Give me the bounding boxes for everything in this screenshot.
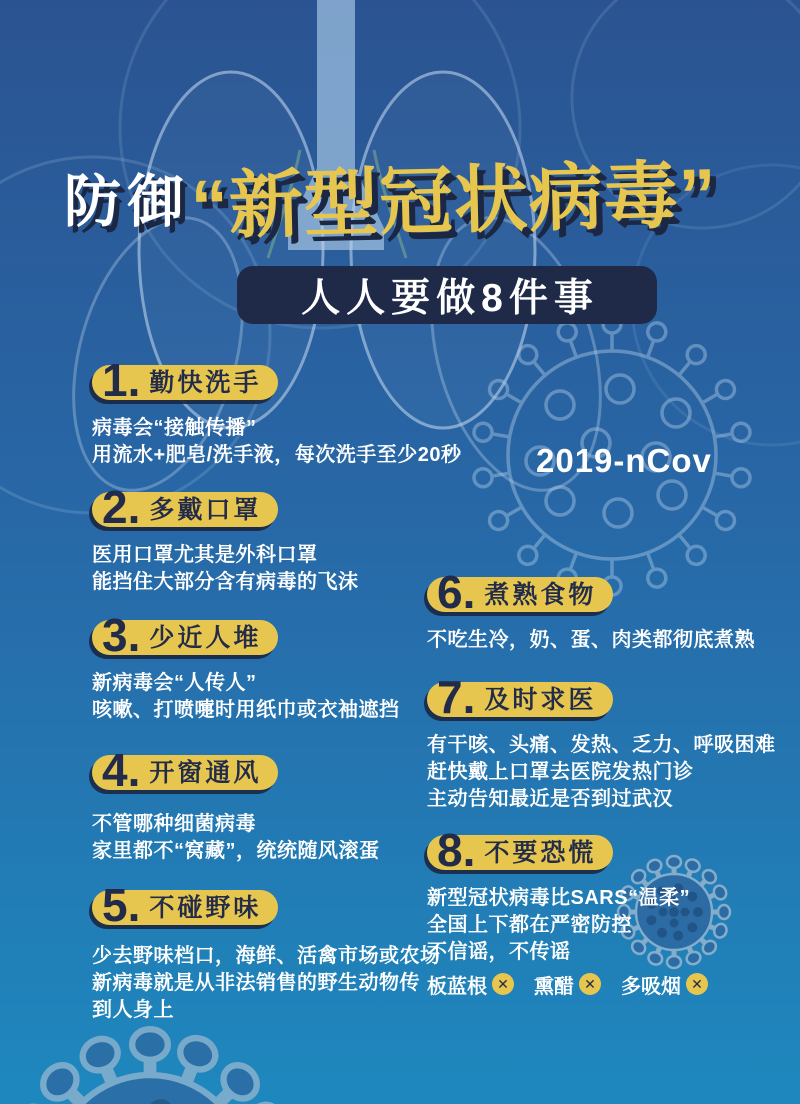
item-8-dont-row: [427, 970, 708, 999]
item-2-line: 能挡住大部分含有病毒的飞沫: [92, 570, 359, 593]
dont-item: [534, 970, 601, 999]
poster-title: [64, 148, 718, 254]
item-1-number: 1.: [102, 353, 141, 406]
item-3-line: 咳嗽、打喷嚏时用纸巾或衣袖遮挡: [92, 698, 400, 721]
item-2: [92, 480, 359, 596]
item-1-badge: [92, 353, 278, 406]
dont-label: 多吸烟: [621, 975, 681, 998]
title-main: “新型冠状病毒”: [189, 153, 718, 249]
dont-item: [427, 970, 514, 999]
item-4-line: 不管哪种细菌病毒: [92, 812, 256, 835]
item-5-body: [92, 943, 441, 1024]
item-1-body: [92, 415, 461, 469]
item-7-line: 赶快戴上口罩去医院发热门诊: [427, 760, 694, 783]
item-2-line: 医用口罩尤其是外科口罩: [92, 543, 318, 566]
title-prefix: 防御: [64, 170, 190, 234]
item-4-title: 开窗通风: [149, 759, 262, 787]
item-1-line: 病毒会“接触传播”: [92, 416, 257, 439]
item-2-title: 多戴口罩: [149, 496, 262, 524]
no-icon: ✕: [686, 973, 708, 995]
item-7-line: 有干咳、头痛、发热、乏力、呼吸困难: [427, 733, 776, 756]
item-7-badge: [427, 670, 613, 723]
item-8-badge: [427, 823, 613, 876]
item-8-title: 不要恐慌: [484, 839, 597, 867]
item-5-line: 新病毒就是从非法销售的野生动物传: [92, 971, 420, 994]
item-5-line: 到人身上: [92, 998, 174, 1021]
item-8: [427, 823, 708, 999]
item-2-number: 2.: [102, 480, 141, 533]
item-5-number: 5.: [102, 878, 141, 931]
item-2-badge: [92, 480, 278, 533]
dont-item: [621, 970, 708, 999]
item-6-badge: [427, 565, 613, 618]
item-4-number: 4.: [102, 743, 141, 796]
poster-subtitle: 人人要做8件事: [237, 266, 657, 324]
dont-label: 板蓝根: [427, 975, 487, 998]
item-8-body: [427, 885, 708, 999]
item-7-body: [427, 732, 776, 813]
item-4: [92, 743, 380, 865]
no-icon: ✕: [492, 973, 514, 995]
item-4-line: 家里都不“窝藏”，统统随风滚蛋: [92, 839, 380, 862]
item-8-line: 新型冠状病毒比SARS“温柔”: [427, 886, 691, 909]
item-1-line: 用流水+肥皂/洗手液，每次洗手至少20秒: [92, 443, 462, 466]
item-4-badge: [92, 743, 278, 796]
virus-label: 2019-nCov: [536, 442, 712, 479]
item-5: [92, 878, 441, 1024]
item-7: [427, 670, 776, 813]
item-8-number: 8.: [437, 823, 476, 876]
item-6-title: 煮熟食物: [484, 581, 597, 609]
item-6: [427, 565, 755, 654]
item-3-number: 3.: [102, 608, 141, 661]
item-3-body: [92, 670, 400, 724]
item-4-body: [92, 811, 380, 865]
item-5-title: 不碰野味: [149, 894, 262, 922]
coronavirus-filled-bottom-left-icon: [7, 1029, 293, 1104]
no-icon: ✕: [579, 973, 601, 995]
item-7-number: 7.: [437, 670, 476, 723]
item-3-badge: [92, 608, 278, 661]
item-7-title: 及时求医: [484, 686, 597, 714]
item-5-line: 少去野味档口，海鲜、活禽市场或农场: [92, 944, 441, 967]
item-8-line: 不信谣，不传谣: [427, 940, 571, 963]
item-3-line: 新病毒会“人传人”: [92, 671, 257, 694]
item-6-line: 不吃生冷，奶、蛋、肉类都彻底煮熟: [427, 628, 755, 651]
dont-label: 熏醋: [534, 975, 574, 998]
item-1-title: 勤快洗手: [149, 369, 262, 397]
item-2-body: [92, 542, 359, 596]
item-5-badge: [92, 878, 278, 931]
item-6-body: [427, 627, 755, 654]
item-3-title: 少近人堆: [149, 624, 262, 652]
item-3: [92, 608, 400, 724]
item-7-line: 主动告知最近是否到过武汉: [427, 787, 673, 810]
item-6-number: 6.: [437, 565, 476, 618]
item-1: [92, 353, 462, 469]
item-8-line: 全国上下都在严密防控: [427, 913, 632, 936]
